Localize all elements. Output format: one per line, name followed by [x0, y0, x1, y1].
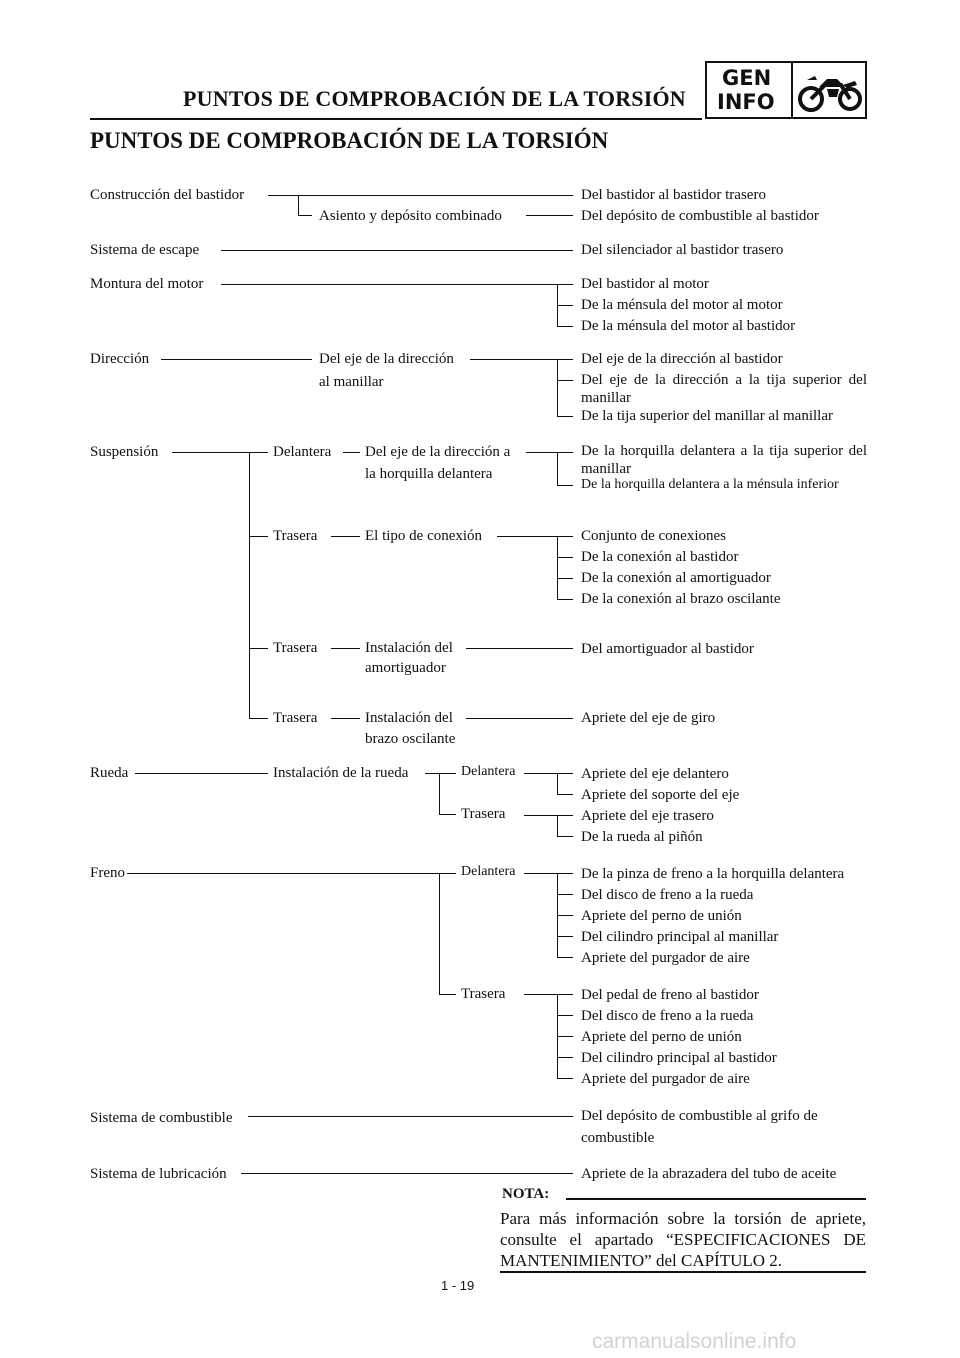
tree-leaf: Del depósito de combustible al bastidor	[581, 208, 819, 224]
connector-line	[557, 557, 573, 558]
badge-line2: INFO	[717, 90, 775, 114]
page-number: 1 - 19	[441, 1278, 475, 1293]
connector-line	[249, 648, 268, 649]
connector-line	[557, 1057, 573, 1058]
tree-mid: El tipo de conexión	[365, 528, 483, 544]
connector-line	[557, 452, 558, 486]
tree-leaf: Apriete de la abrazadera del tubo de aceite	[581, 1166, 837, 1182]
tree-mid-steering: Del eje de la dirección	[319, 351, 454, 367]
connector-line	[557, 578, 573, 579]
tree-root-steering: Dirección	[90, 351, 150, 367]
connector-line	[127, 873, 456, 874]
connector-line	[221, 284, 573, 285]
tree-leaf: Del bastidor al bastidor trasero	[581, 187, 766, 203]
tree-leaf: Apriete del perno de unión	[581, 1029, 742, 1045]
tree-leaf: Apriete del perno de unión	[581, 908, 742, 924]
tree-leaf: Del amortiguador al bastidor	[581, 641, 754, 657]
connector-line	[439, 994, 456, 995]
tree-mid-steering-2: al manillar	[319, 374, 384, 390]
connector-line	[298, 195, 299, 216]
connector-line	[557, 485, 573, 486]
connector-line	[557, 305, 573, 306]
tree-root-wheel: Rueda	[90, 765, 129, 781]
tree-root-brake: Freno	[90, 865, 125, 881]
tree-branch-rear: Trasera	[273, 640, 318, 656]
tree-mid: Instalación del	[365, 640, 453, 656]
connector-line	[221, 250, 573, 251]
note-bottom-rule	[500, 1271, 866, 1273]
connector-line	[557, 380, 573, 381]
note-label: NOTA:	[502, 1186, 550, 1202]
tree-leaf: De la conexión al brazo oscilante	[581, 591, 781, 607]
tree-branch-rear: Trasera	[273, 710, 318, 726]
gen-info-badge	[705, 61, 867, 119]
tree-mid: la horquilla delantera	[365, 466, 493, 482]
tree-leaf: Apriete del purgador de aire	[581, 950, 750, 966]
connector-line	[241, 1173, 573, 1174]
connector-line	[524, 994, 573, 995]
tree-root-suspension: Suspensión	[90, 444, 159, 460]
tree-branch-front: Delantera	[461, 864, 516, 879]
connector-line	[557, 326, 573, 327]
tree-leaf: De la tija superior del manillar al manillar	[581, 408, 833, 424]
connector-line	[298, 215, 312, 216]
tree-mid: Del eje de la dirección a	[365, 444, 511, 460]
connector-line	[557, 1015, 573, 1016]
tree-root-fuel: Sistema de combustible	[90, 1110, 233, 1126]
tree-leaf: Apriete del eje delantero	[581, 766, 729, 782]
tree-mid-wheel: Instalación de la rueda	[273, 765, 409, 781]
tree-leaf: De la horquilla delantera a la tija superior del manillar	[581, 443, 867, 477]
tree-root-lube: Sistema de lubricación	[90, 1166, 227, 1182]
connector-line	[331, 648, 360, 649]
tree-branch-front: Delantera	[273, 444, 332, 460]
tree-leaf: Del bastidor al motor	[581, 276, 709, 292]
tree-leaf: Del eje de la dirección al bastidor	[581, 351, 783, 367]
tree-root-exhaust: Sistema de escape	[90, 242, 200, 258]
connector-line	[557, 836, 573, 837]
tree-leaf: De la pinza de freno a la horquilla delantera	[581, 866, 845, 882]
note-text: Para más información sobre la torsión de apriete, consulte el apartado “ESPECIFICACIONES DE MANTENIMIENTO” del CAPÍTULO 2.	[500, 1209, 866, 1270]
connector-line	[557, 359, 558, 416]
motorcycle-icon	[797, 68, 863, 114]
watermark: carmanualsonline.info	[592, 1330, 797, 1353]
tree-leaf: Apriete del soporte del eje	[581, 787, 740, 803]
connector-line	[172, 452, 268, 453]
connector-line	[331, 718, 360, 719]
connector-line	[497, 536, 573, 537]
tree-mid: Instalación del	[365, 710, 453, 726]
tree-mid: amortiguador	[365, 660, 446, 676]
connector-line	[557, 894, 573, 895]
connector-line	[161, 359, 312, 360]
tree-leaf: Del disco de freno a la rueda	[581, 887, 754, 903]
connector-line	[425, 773, 456, 774]
connector-line	[557, 773, 558, 795]
connector-line	[466, 718, 573, 719]
header-title: PUNTOS DE COMPROBACIÓN DE LA TORSIÓN	[183, 86, 686, 111]
connector-line	[439, 814, 456, 815]
connector-line	[249, 536, 268, 537]
tree-leaf: Del silenciador al bastidor trasero	[581, 242, 784, 258]
connector-line	[439, 773, 440, 815]
connector-line	[557, 599, 573, 600]
tree-leaf: Del cilindro principal al manillar	[581, 929, 779, 945]
tree-leaf: Apriete del purgador de aire	[581, 1071, 750, 1087]
tree-root-engine-mount: Montura del motor	[90, 276, 204, 292]
connector-line	[557, 536, 558, 599]
connector-line	[557, 1036, 573, 1037]
tree-leaf: Apriete del eje trasero	[581, 808, 714, 824]
connector-line	[268, 195, 573, 196]
section-title: PUNTOS DE COMPROBACIÓN DE LA TORSIÓN	[90, 128, 609, 153]
connector-line	[524, 873, 573, 874]
connector-line	[557, 815, 558, 837]
tree-leaf: Del depósito de combustible al grifo de	[581, 1108, 818, 1124]
tree-root-chassis: Construcción del bastidor	[90, 187, 245, 203]
tree-mid: brazo oscilante	[365, 731, 456, 747]
connector-line	[557, 1078, 573, 1079]
connector-line	[557, 936, 573, 937]
connector-line	[526, 452, 573, 453]
connector-line	[526, 215, 573, 216]
tree-branch-front: Delantera	[461, 764, 516, 779]
badge-line1: GEN	[722, 66, 772, 90]
tree-leaf: combustible	[581, 1130, 655, 1146]
header-rule	[90, 118, 702, 120]
tree-leaf: Conjunto de conexiones	[581, 528, 726, 544]
tree-leaf: Del cilindro principal al bastidor	[581, 1050, 777, 1066]
connector-line	[466, 648, 573, 649]
tree-leaf: Apriete del eje de giro	[581, 710, 716, 726]
tree-branch-rear: Trasera	[461, 986, 506, 1002]
connector-line	[249, 718, 268, 719]
tree-leaf: De la rueda al piñón	[581, 829, 703, 845]
connector-line	[439, 873, 440, 995]
connector-line	[248, 1116, 573, 1117]
connector-line	[557, 794, 573, 795]
note-top-rule	[566, 1198, 866, 1200]
connector-line	[557, 416, 573, 417]
tree-leaf: Del eje de la dirección a la tija superior del manillar	[581, 372, 867, 406]
tree-leaf: De la ménsula del motor al bastidor	[581, 318, 796, 334]
connector-line	[557, 957, 573, 958]
connector-line	[557, 915, 573, 916]
tree-leaf: Del pedal de freno al bastidor	[581, 987, 759, 1003]
tree-leaf: Del disco de freno a la rueda	[581, 1008, 754, 1024]
tree-leaf: De la ménsula del motor al motor	[581, 297, 783, 313]
connector-line	[524, 815, 573, 816]
tree-branch-rear: Trasera	[273, 528, 318, 544]
tree-branch-rear: Trasera	[461, 806, 506, 822]
connector-line	[343, 452, 360, 453]
tree-leaf: De la conexión al amortiguador	[581, 570, 771, 586]
tree-leaf: De la conexión al bastidor	[581, 549, 739, 565]
connector-line	[331, 536, 360, 537]
connector-line	[249, 452, 250, 718]
badge-divider	[791, 63, 793, 117]
connector-line	[524, 773, 573, 774]
tree-leaf: De la horquilla delantera a la ménsula inferior	[581, 477, 839, 492]
connector-line	[135, 773, 268, 774]
tree-sub-seat-tank: Asiento y depósito combinado	[319, 208, 502, 224]
